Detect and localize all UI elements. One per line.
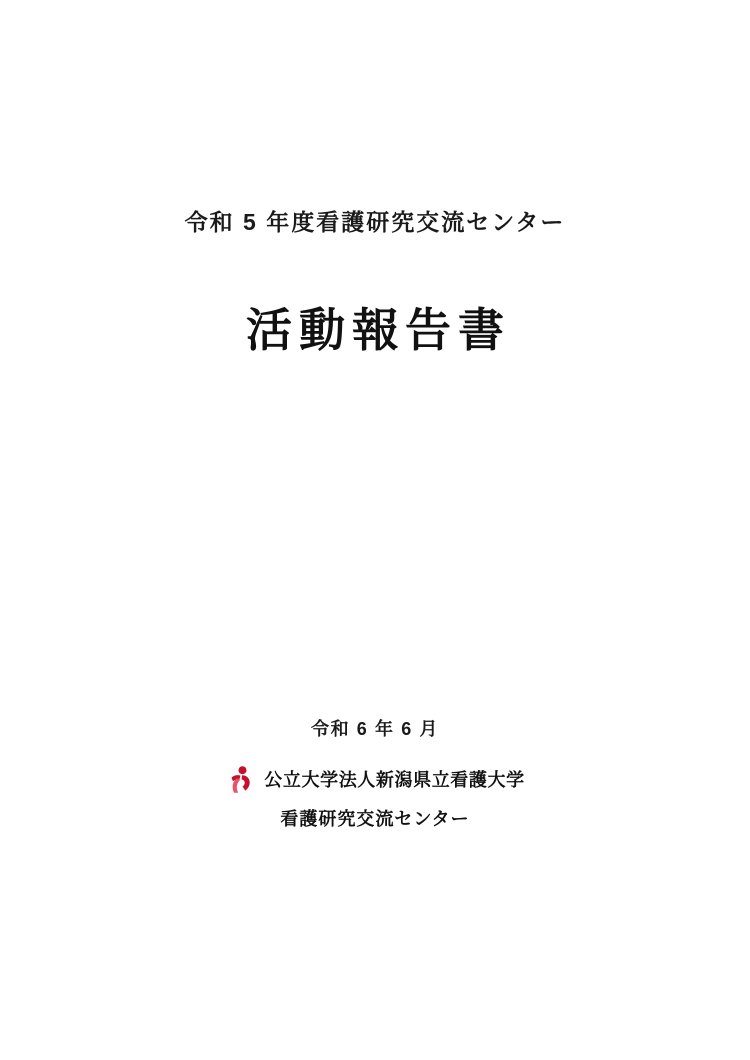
organization-name: 公立大学法人新潟県立看護大学 [264,770,525,790]
department-name: 看護研究交流センター [280,809,470,829]
title-block [0,206,750,360]
publication-date: 令和 6 年 6 月 [310,719,440,739]
organization-line [0,762,750,796]
page-title: 活動報告書 [246,304,511,357]
university-emblem-icon [225,763,259,797]
footer-block [0,716,750,831]
document-subtitle: 令和 5 年度看護研究交流センター [184,209,566,235]
